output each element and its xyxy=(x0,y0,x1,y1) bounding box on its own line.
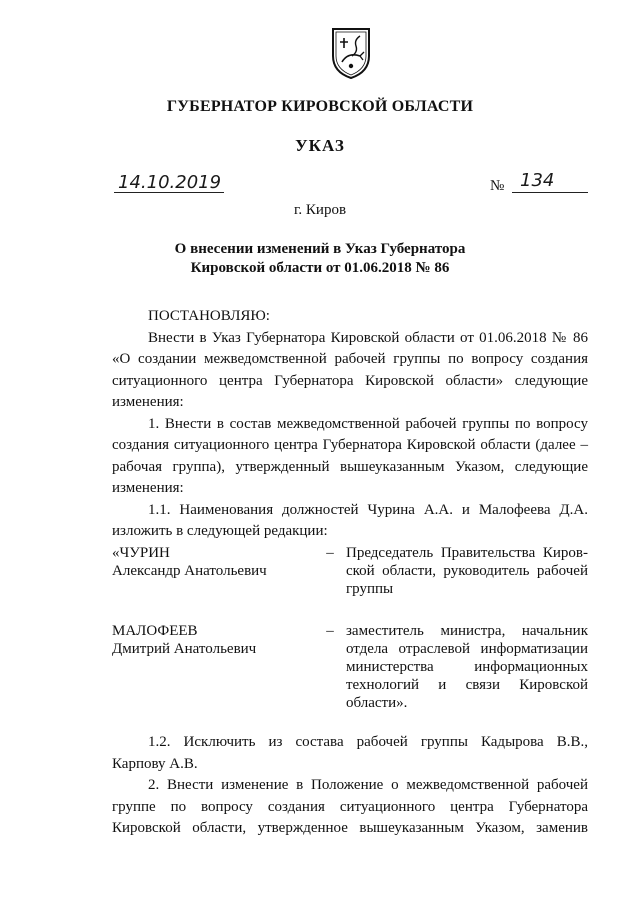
item2-line: Кировской области, утвержденное вышеуказанным Указом, заменив xyxy=(112,820,588,836)
member-position xyxy=(346,622,588,712)
member-given-names: Александр Анатольевич xyxy=(112,563,267,579)
member-name xyxy=(112,622,312,658)
number-label: № xyxy=(490,178,505,194)
member-given-names: Дмитрий Анатольевич xyxy=(112,641,257,657)
intro-line: изменения: xyxy=(112,394,184,410)
item1-2-line: 1.2. Исключить из состава рабочей группы Кадырова В.В., xyxy=(148,734,588,750)
date-underline xyxy=(114,192,224,193)
position-line: заместитель министра, начальник xyxy=(346,623,588,639)
city: г. Киров xyxy=(293,202,347,218)
position-line: ской области, руководитель рабочей xyxy=(346,563,588,579)
item1-1-line: 1.1. Наименования должностей Чурина А.А. и Малофеева Д.А. xyxy=(148,501,588,518)
member-surname: «ЧУРИН xyxy=(112,545,170,561)
decree-word: ПОСТАНОВЛЯЮ: xyxy=(148,308,270,324)
item1-2-line: Карпову А.В. xyxy=(112,755,198,772)
kirov-coat-of-arms-icon xyxy=(330,26,372,80)
document-type: УКАЗ xyxy=(295,136,345,155)
member-dash: – xyxy=(326,545,334,561)
position-line: технологий и связи Кировской xyxy=(346,677,588,693)
handwritten-date: 14.10.2019 xyxy=(118,172,222,193)
member-position xyxy=(346,544,588,598)
handwritten-number: 134 xyxy=(520,170,555,191)
item2-line: 2. Внести изменение в Положение о межведомственной рабочей xyxy=(148,777,588,793)
intro-line: «О создании межведомственной рабочей группы по вопросу создания xyxy=(112,351,588,367)
position-line: области». xyxy=(346,695,408,711)
item1-line: 1. Внести в состав межведомственной рабочей группы по вопросу xyxy=(148,415,588,432)
item1-line: изменения: xyxy=(112,480,184,496)
subject-line: О внесении изменений в Указ Губернатора xyxy=(174,241,466,257)
item2-line: группе по вопросу создания ситуационного центра Губернатора xyxy=(112,798,588,815)
position-line: группы xyxy=(346,581,394,597)
item1-line: рабочая группа), утвержденный вышеуказанным Указом, следующие xyxy=(112,458,588,475)
intro-line: ситуационного центра Губернатора Кировской области» следующие xyxy=(112,372,588,389)
member-surname: МАЛОФЕЕВ xyxy=(112,623,198,639)
member-name xyxy=(112,544,312,580)
item1-line: создания ситуационного центра Губернатора Кировской области (далее – xyxy=(112,437,588,453)
item1-1-line: изложить в следующей редакции: xyxy=(112,523,328,539)
position-line: Председатель Правительства Киров- xyxy=(346,545,588,561)
decree-body xyxy=(112,306,588,543)
decree-subject xyxy=(0,240,640,278)
position-line: министерства информационных xyxy=(346,659,588,675)
member-dash: – xyxy=(326,623,334,639)
number-underline xyxy=(512,192,588,193)
authority-title: ГУБЕРНАТОР КИРОВСКОЙ ОБЛАСТИ xyxy=(166,98,474,115)
subject-line: Кировской области от 01.06.2018 № 86 xyxy=(190,260,450,276)
intro-line: Внести в Указ Губернатора Кировской области от 01.06.2018 № 86 xyxy=(148,329,588,346)
position-line: отдела отраслевой информатизации xyxy=(346,641,588,657)
decree-body-continued xyxy=(112,732,588,840)
